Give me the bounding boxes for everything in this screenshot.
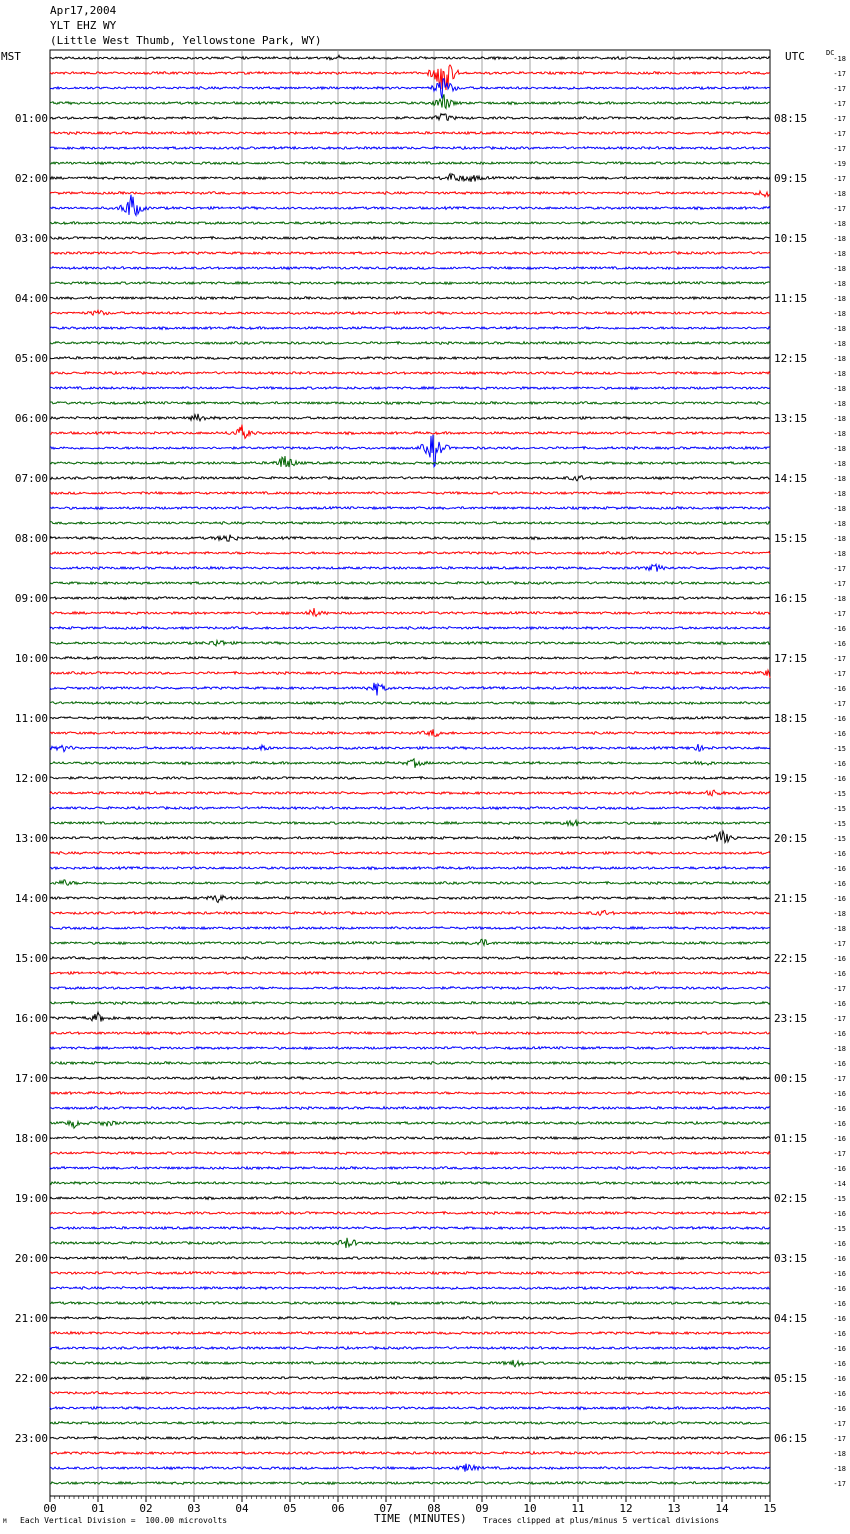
seismic-trace	[50, 564, 770, 571]
seismic-trace	[50, 1332, 770, 1335]
utc-hour-label: 15:15	[774, 532, 808, 545]
x-tick-label: 08	[427, 1502, 441, 1515]
seismic-trace	[50, 1302, 770, 1305]
dc-offset-label: -18	[833, 295, 846, 303]
x-tick-label: 01	[91, 1502, 105, 1515]
utc-hour-label: 18:15	[774, 712, 808, 725]
dc-offset-label: -16	[833, 1120, 846, 1128]
dc-offset-label: -18	[833, 925, 846, 933]
dc-offset-label: -18	[833, 550, 846, 558]
mst-hour-label: 09:00	[14, 592, 48, 605]
dc-offset-label: -16	[833, 1135, 846, 1143]
dc-offset-label: -18	[833, 445, 846, 453]
dc-offset-label: -17	[833, 1015, 846, 1023]
dc-offset-label: -16	[833, 1240, 846, 1248]
utc-hour-label: 04:15	[774, 1312, 808, 1325]
seismic-trace	[50, 1121, 770, 1128]
seismic-trace	[50, 237, 770, 240]
dc-offset-label: -17	[833, 115, 846, 123]
utc-hour-label: 11:15	[774, 292, 808, 305]
dc-offset-label: -16	[833, 1000, 846, 1008]
seismic-trace	[50, 476, 770, 481]
seismic-trace	[50, 1212, 770, 1215]
mst-hour-label: 21:00	[14, 1312, 48, 1325]
seismic-trace	[50, 1002, 770, 1005]
dc-offset-label: -18	[833, 190, 846, 198]
dc-offset-label: -18	[833, 1465, 846, 1473]
dc-offset-label: -16	[833, 715, 846, 723]
seismic-trace	[50, 425, 770, 439]
dc-offset-label: -16	[833, 1060, 846, 1068]
dc-offset-label: -16	[833, 1270, 846, 1278]
seismic-trace	[50, 79, 770, 99]
utc-hour-label: 02:15	[774, 1192, 808, 1205]
dc-offset-label: -18	[833, 520, 846, 528]
utc-hour-label: 10:15	[774, 232, 808, 245]
seismic-trace	[50, 162, 770, 165]
utc-hour-label: 01:15	[774, 1132, 808, 1145]
seismic-trace	[50, 1257, 770, 1260]
x-tick-label: 02	[139, 1502, 153, 1515]
utc-hour-label: 17:15	[774, 652, 808, 665]
dc-offset-label: -18	[833, 235, 846, 243]
mst-hour-label: 05:00	[14, 352, 48, 365]
x-tick-label: 06	[331, 1502, 345, 1515]
header-station: YLT EHZ WY	[50, 19, 117, 32]
dc-offset-label: -16	[833, 1300, 846, 1308]
seismic-trace	[50, 807, 770, 810]
dc-offset-label: -15	[833, 835, 846, 843]
seismic-trace	[50, 1238, 770, 1248]
seismic-trace	[50, 357, 770, 360]
dc-offset-label: -16	[833, 1255, 846, 1263]
utc-hour-label: 19:15	[774, 772, 808, 785]
dc-offset-label: -16	[833, 865, 846, 873]
utc-hour-label: 22:15	[774, 952, 808, 965]
dc-offset-label: -18	[833, 310, 846, 318]
seismic-trace	[50, 456, 770, 467]
utc-hour-label: 12:15	[774, 352, 808, 365]
dc-offset-label: -19	[833, 160, 846, 168]
dc-offset-label: -17	[833, 1075, 846, 1083]
seismic-trace	[50, 744, 770, 752]
seismic-trace	[50, 957, 770, 960]
utc-hour-label: 05:15	[774, 1372, 808, 1385]
dc-offset-label: -16	[833, 1030, 846, 1038]
dc-offset-label: -15	[833, 1195, 846, 1203]
x-tick-label: 15	[763, 1502, 777, 1515]
mst-hour-label: 10:00	[14, 652, 48, 665]
dc-offset-label: -18	[833, 505, 846, 513]
dc-offset-label: -17	[833, 1150, 846, 1158]
seismic-trace	[50, 372, 770, 375]
dc-offset-label: -15	[833, 805, 846, 813]
seismic-trace	[50, 114, 770, 121]
seismic-trace	[50, 641, 770, 646]
dc-offset-label: -15	[833, 1225, 846, 1233]
seismic-trace	[50, 896, 770, 903]
dc-offset-label: -18	[833, 595, 846, 603]
seismic-trace	[50, 1047, 770, 1050]
dc-offset-label: -15	[833, 745, 846, 753]
mst-hour-label: 07:00	[14, 472, 48, 485]
seismic-trace	[50, 657, 770, 660]
mst-hour-label: 15:00	[14, 952, 48, 965]
dc-offset-label: -18	[833, 340, 846, 348]
utc-hour-label: 06:15	[774, 1432, 808, 1445]
seismic-trace	[50, 342, 770, 345]
dc-offset-label: -16	[833, 1210, 846, 1218]
mst-hour-label: 03:00	[14, 232, 48, 245]
seismic-trace	[50, 65, 770, 90]
header-date: Apr17,2004	[50, 4, 117, 17]
seismic-trace	[50, 132, 770, 135]
seismic-trace	[50, 195, 770, 216]
seismic-trace	[50, 402, 770, 405]
dc-offset-label: -18	[833, 220, 846, 228]
dc-offset-label: -17	[833, 610, 846, 618]
seismic-trace	[50, 1167, 770, 1170]
seismic-trace	[50, 1062, 770, 1065]
seismic-trace	[50, 267, 770, 270]
utc-hour-label: 08:15	[774, 112, 808, 125]
utc-hour-label: 09:15	[774, 172, 808, 185]
seismic-trace	[50, 1012, 770, 1021]
seismic-trace	[50, 414, 770, 421]
dc-offset-label: -17	[833, 100, 846, 108]
dc-offset-label: -18	[833, 55, 846, 63]
x-axis-title: TIME (MINUTES)	[374, 1512, 467, 1525]
seismic-trace	[50, 522, 770, 525]
scale-note: Each Vertical Division = 100.00 microvolts	[20, 1516, 228, 1525]
seismic-trace	[50, 1317, 770, 1320]
seismic-trace	[50, 282, 770, 285]
dc-offset-label: -18	[833, 1450, 846, 1458]
utc-hour-label: 14:15	[774, 472, 808, 485]
dc-offset-label: -17	[833, 670, 846, 678]
seismic-trace	[50, 297, 770, 300]
dc-offset-label: -17	[833, 985, 846, 993]
seismic-trace	[50, 831, 770, 842]
dc-offset-label: -17	[833, 1420, 846, 1428]
seismic-trace	[50, 627, 770, 630]
dc-offset-label: -18	[833, 535, 846, 543]
seismic-trace	[50, 910, 770, 915]
x-tick-label: 05	[283, 1502, 297, 1515]
seismic-trace	[50, 1032, 770, 1035]
seismic-trace	[50, 608, 770, 616]
seismic-trace	[50, 1392, 770, 1395]
seismic-trace	[50, 174, 770, 182]
seismic-trace	[50, 1152, 770, 1155]
seismic-trace	[50, 729, 770, 736]
seismic-trace	[50, 867, 770, 870]
dc-offset-label: -15	[833, 790, 846, 798]
x-tick-label: 07	[379, 1502, 393, 1515]
seismic-trace	[50, 1407, 770, 1410]
seismic-trace	[50, 683, 770, 696]
x-tick-label: 13	[667, 1502, 681, 1515]
dc-offset-label: -16	[833, 625, 846, 633]
seismic-trace	[50, 790, 770, 796]
seismic-trace	[50, 1272, 770, 1275]
dc-offset-label: -17	[833, 700, 846, 708]
dc-offset-label: -16	[833, 1330, 846, 1338]
dc-offset-label: -18	[833, 370, 846, 378]
seismic-trace	[50, 1452, 770, 1455]
dc-offset-label: -16	[833, 1375, 846, 1383]
dc-offset-label: -17	[833, 70, 846, 78]
dc-offset-label: -18	[833, 460, 846, 468]
seismic-trace	[50, 492, 770, 495]
seismic-trace	[50, 1360, 770, 1367]
seismic-trace	[50, 507, 770, 510]
seismic-trace	[50, 852, 770, 855]
dc-offset-label: -14	[833, 1180, 846, 1188]
seismic-trace	[50, 927, 770, 930]
dc-offset-label: -17	[833, 1480, 846, 1488]
seismic-trace	[50, 759, 770, 768]
mst-hour-label: 04:00	[14, 292, 48, 305]
axis-labels	[15, 55, 846, 1515]
header-location: (Little West Thumb, Yellowstone Park, WY)	[50, 34, 322, 47]
dc-offset-label: -16	[833, 1360, 846, 1368]
dc-offset-label: -16	[833, 1345, 846, 1353]
seismogram-traces	[50, 55, 770, 1484]
seismic-trace	[50, 1107, 770, 1110]
seismic-trace	[50, 820, 770, 826]
utc-hour-label: 16:15	[774, 592, 808, 605]
seismic-trace	[50, 1092, 770, 1095]
dc-offset-label: -18	[833, 415, 846, 423]
dc-offset-label: -16	[833, 880, 846, 888]
dc-offset-label: -16	[833, 1315, 846, 1323]
seismic-trace	[50, 880, 770, 886]
dc-offset-label: -18	[833, 490, 846, 498]
mst-hour-label: 13:00	[14, 832, 48, 845]
seismic-trace	[50, 972, 770, 975]
seismic-trace	[50, 387, 770, 390]
mst-hour-label: 06:00	[14, 412, 48, 425]
utc-hour-label: 21:15	[774, 892, 808, 905]
seismic-trace	[50, 939, 770, 945]
seismic-trace	[50, 252, 770, 255]
dc-offset-label: -17	[833, 565, 846, 573]
dc-label: DC	[826, 49, 835, 57]
dc-offset-label: -17	[833, 85, 846, 93]
utc-hour-label: 00:15	[774, 1072, 808, 1085]
clip-note: Traces clipped at plus/minus 5 vertical divisions	[483, 1516, 720, 1525]
dc-offset-label: -18	[833, 400, 846, 408]
seismic-trace	[50, 1347, 770, 1350]
x-tick-label: 09	[475, 1502, 489, 1515]
dc-offset-label: -17	[833, 580, 846, 588]
dc-offset-label: -18	[833, 910, 846, 918]
seismic-trace	[50, 1464, 770, 1472]
mst-hour-label: 01:00	[14, 112, 48, 125]
dc-offset-label: -16	[833, 1405, 846, 1413]
utc-hour-label: 20:15	[774, 832, 808, 845]
seismic-trace	[50, 582, 770, 585]
dc-offset-label: -16	[833, 895, 846, 903]
dc-offset-label: -17	[833, 130, 846, 138]
seismic-trace	[50, 1422, 770, 1425]
dc-offset-label: -17	[833, 205, 846, 213]
seismic-trace	[50, 310, 770, 315]
dc-offset-label: -16	[833, 775, 846, 783]
dc-offset-label: -18	[833, 325, 846, 333]
seismic-trace	[50, 94, 770, 108]
seismic-trace	[50, 717, 770, 720]
mst-hour-label: 23:00	[14, 1432, 48, 1445]
x-tick-label: 00	[43, 1502, 57, 1515]
dc-offset-label: -18	[833, 250, 846, 258]
seismic-trace	[50, 147, 770, 150]
dc-offset-label: -18	[833, 430, 846, 438]
seismic-trace	[50, 1197, 770, 1200]
seismic-trace	[50, 1377, 770, 1380]
dc-offset-label: -16	[833, 1105, 846, 1113]
mst-hour-label: 14:00	[14, 892, 48, 905]
dc-offset-label: -16	[833, 1090, 846, 1098]
mst-hour-label: 20:00	[14, 1252, 48, 1265]
x-tick-label: 03	[187, 1502, 201, 1515]
dc-offset-label: -17	[833, 145, 846, 153]
x-tick-label: 10	[523, 1502, 537, 1515]
seismic-trace	[50, 670, 770, 678]
seismic-trace	[50, 552, 770, 555]
mst-hour-label: 12:00	[14, 772, 48, 785]
seismic-trace	[50, 191, 770, 197]
dc-offset-label: -18	[833, 1045, 846, 1053]
dc-offset-label: -16	[833, 955, 846, 963]
seismic-trace	[50, 1077, 770, 1080]
seismic-trace	[50, 222, 770, 225]
right-axis-title: UTC	[785, 50, 805, 63]
dc-offset-label: -17	[833, 175, 846, 183]
dc-offset-label: -18	[833, 265, 846, 273]
seismic-trace	[50, 1137, 770, 1140]
dc-offset-label: -18	[833, 280, 846, 288]
corner-mark: M	[3, 1518, 7, 1525]
seismic-trace	[50, 987, 770, 990]
utc-hour-label: 13:15	[774, 412, 808, 425]
seismic-trace	[50, 597, 770, 600]
dc-offset-label: -16	[833, 1165, 846, 1173]
mst-hour-label: 18:00	[14, 1132, 48, 1145]
mst-hour-label: 19:00	[14, 1192, 48, 1205]
seismic-trace	[50, 535, 770, 542]
mst-hour-label: 22:00	[14, 1372, 48, 1385]
dc-offset-label: -16	[833, 760, 846, 768]
dc-offset-label: -16	[833, 730, 846, 738]
dc-offset-label: -16	[833, 685, 846, 693]
mst-hour-label: 16:00	[14, 1012, 48, 1025]
seismic-trace	[50, 1227, 770, 1230]
seismic-trace	[50, 327, 770, 330]
left-axis-title: MST	[1, 50, 21, 63]
x-tick-label: 11	[571, 1502, 585, 1515]
dc-offset-label: -17	[833, 1435, 846, 1443]
dc-offset-label: -15	[833, 820, 846, 828]
dc-offset-label: -16	[833, 1285, 846, 1293]
mst-hour-label: 08:00	[14, 532, 48, 545]
dc-offset-label: -18	[833, 355, 846, 363]
dc-offset-label: -18	[833, 385, 846, 393]
seismic-trace	[50, 1437, 770, 1440]
seismic-trace	[50, 1287, 770, 1290]
mst-hour-label: 17:00	[14, 1072, 48, 1085]
utc-hour-label: 03:15	[774, 1252, 808, 1265]
mst-hour-label: 02:00	[14, 172, 48, 185]
seismic-trace	[50, 55, 770, 59]
dc-offset-label: -16	[833, 850, 846, 858]
dc-offset-label: -17	[833, 940, 846, 948]
dc-offset-label: -18	[833, 475, 846, 483]
dc-offset-label: -16	[833, 970, 846, 978]
dc-offset-label: -16	[833, 640, 846, 648]
x-tick-label: 04	[235, 1502, 249, 1515]
dc-offset-label: -17	[833, 655, 846, 663]
seismic-trace	[50, 702, 770, 705]
utc-hour-label: 23:15	[774, 1012, 808, 1025]
mst-hour-label: 11:00	[14, 712, 48, 725]
seismic-trace	[50, 1182, 770, 1185]
x-tick-label: 12	[619, 1502, 633, 1515]
seismic-trace	[50, 1482, 770, 1485]
x-tick-label: 14	[715, 1502, 729, 1515]
seismic-trace	[50, 777, 770, 780]
dc-offset-label: -16	[833, 1390, 846, 1398]
